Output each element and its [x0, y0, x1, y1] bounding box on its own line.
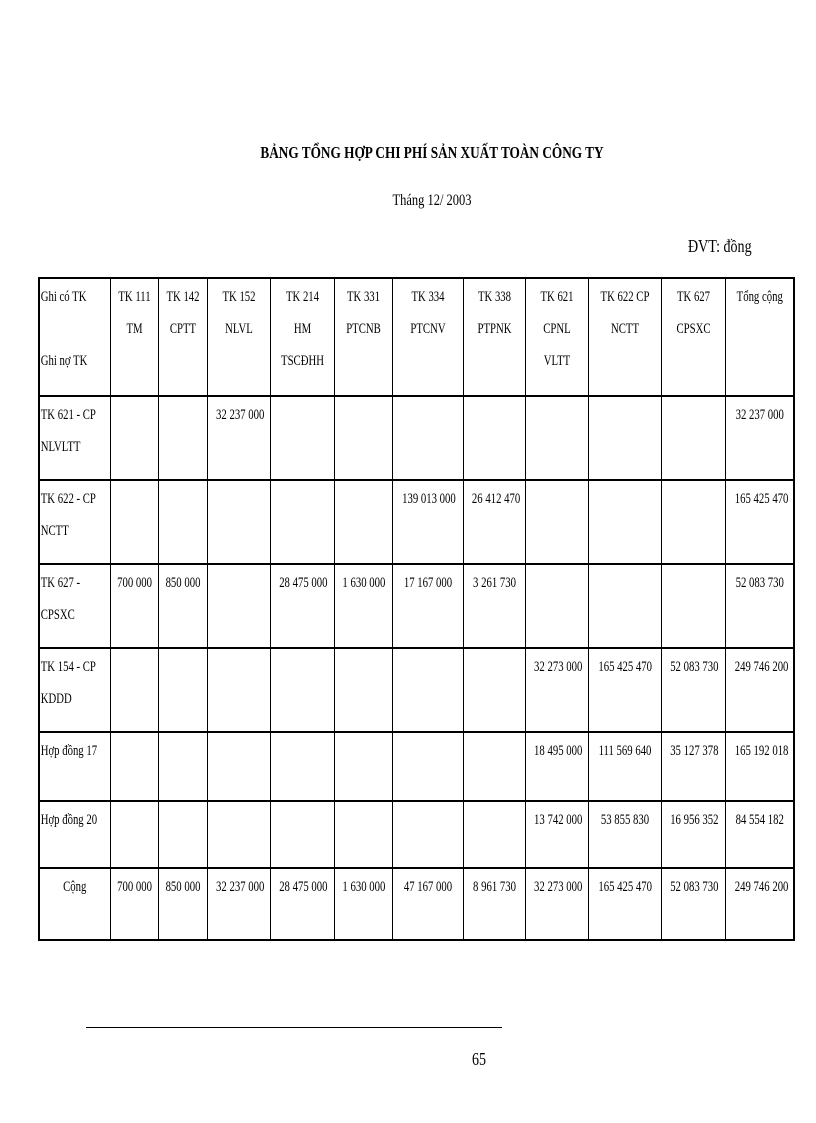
- cell-value: [216, 733, 262, 735]
- value-cell: [110, 396, 158, 480]
- value-cell: [661, 801, 725, 868]
- cell-value: 84 554 182: [735, 812, 784, 828]
- cell-text: TK 627 -: [40, 575, 81, 591]
- cell-text: Ghi có TK: [40, 289, 87, 305]
- value-cell: [661, 732, 725, 801]
- value-cell: [334, 396, 392, 480]
- value-cell: [463, 480, 525, 564]
- cell-value: 850 000: [165, 575, 200, 591]
- cell-value: 52 083 730: [669, 879, 718, 895]
- cell-value: [216, 802, 262, 804]
- cell-value: [342, 733, 384, 735]
- value-cell: [725, 801, 794, 868]
- cell-value: 111 569 640: [598, 743, 651, 759]
- row-label-cell: [39, 648, 110, 732]
- value-cell: [661, 564, 725, 648]
- row-label-cell: [39, 732, 110, 801]
- cell-value: [471, 802, 516, 804]
- cell-value: [216, 565, 262, 567]
- header-cell: [110, 278, 158, 396]
- table-row: [39, 732, 794, 801]
- value-cell: [334, 564, 392, 648]
- value-cell: [392, 732, 463, 801]
- cell-value: [534, 481, 580, 483]
- cell-text: TK 331: [346, 289, 380, 305]
- cell-text: TK 154 - CP: [40, 659, 96, 675]
- cell-text: CPTT: [169, 321, 196, 337]
- table-row: [39, 480, 794, 564]
- value-cell: [588, 480, 661, 564]
- row-label-cell: [39, 564, 110, 648]
- cell-value: 1 630 000: [341, 879, 385, 895]
- cell-text: NCTT: [610, 321, 639, 337]
- cell-value: [117, 481, 152, 483]
- cell-value: 35 127 378: [669, 743, 718, 759]
- cell-value: 249 746 200: [734, 659, 788, 675]
- cell-value: 700 000: [116, 575, 152, 591]
- cell-value: 165 192 018: [734, 743, 788, 759]
- value-cell: [110, 732, 158, 801]
- value-cell: [661, 648, 725, 732]
- value-cell: [525, 732, 588, 801]
- cell-value: [402, 802, 454, 804]
- cell-value: [117, 802, 152, 804]
- cell-text: TK 622 CP: [600, 289, 649, 305]
- cell-value: [165, 802, 201, 804]
- value-cell: [158, 564, 207, 648]
- value-cell: [110, 648, 158, 732]
- row-label-cell: [39, 868, 110, 940]
- cell-value: 16 956 352: [669, 812, 718, 828]
- cell-value: [279, 733, 326, 735]
- value-cell: [334, 732, 392, 801]
- cell-text: CPSXC: [675, 321, 710, 337]
- cell-value: 26 412 470: [471, 491, 520, 507]
- header-cell: [588, 278, 661, 396]
- cell-value: 249 746 200: [734, 879, 788, 895]
- cell-value: [471, 649, 516, 651]
- cell-text: TK 214: [285, 289, 319, 305]
- cell-value: [598, 397, 651, 399]
- cell-value: 700 000: [116, 879, 152, 895]
- cell-text: TK 621: [539, 289, 574, 305]
- header-corner-cell: [39, 278, 110, 396]
- value-cell: [725, 868, 794, 940]
- cell-value: [342, 481, 384, 483]
- cell-value: 28 475 000: [278, 879, 327, 895]
- row-label-cell: [39, 801, 110, 868]
- cell-text: NLVL: [224, 321, 253, 337]
- cell-value: 32 237 000: [735, 407, 784, 423]
- cell-value: 3 261 730: [472, 575, 516, 591]
- value-cell: [207, 396, 270, 480]
- value-cell: [158, 396, 207, 480]
- cell-value: [279, 649, 326, 651]
- page-number: 65: [472, 1049, 487, 1069]
- value-cell: [270, 396, 334, 480]
- cell-value: [670, 397, 717, 399]
- cell-value: [117, 397, 152, 399]
- value-cell: [463, 732, 525, 801]
- cell-value: [165, 481, 201, 483]
- cell-value: 28 475 000: [278, 575, 327, 591]
- cell-value: 32 273 000: [533, 659, 582, 675]
- cell-value: [471, 733, 516, 735]
- value-cell: [392, 801, 463, 868]
- value-cell: [207, 648, 270, 732]
- table-row: [39, 564, 794, 648]
- cell-value: [216, 649, 262, 651]
- table-row: [39, 396, 794, 480]
- value-cell: [525, 480, 588, 564]
- row-label-cell: [39, 396, 110, 480]
- unit-label: ĐVT: đồng: [688, 236, 752, 256]
- cell-value: [165, 649, 201, 651]
- value-cell: [158, 801, 207, 868]
- value-cell: [334, 480, 392, 564]
- value-cell: [207, 732, 270, 801]
- cell-value: 8 961 730: [472, 879, 516, 895]
- cell-text: PTPNK: [477, 321, 511, 337]
- cell-value: [279, 397, 326, 399]
- cell-value: 32 237 000: [215, 407, 264, 423]
- cell-value: [279, 802, 326, 804]
- cell-value: [598, 565, 651, 567]
- cell-text: CPSXC: [40, 607, 75, 623]
- value-cell: [661, 480, 725, 564]
- cell-text: Hợp đồng 17: [40, 743, 98, 759]
- cost-summary-table: [38, 277, 795, 941]
- table-row: [39, 648, 794, 732]
- cell-value: [402, 649, 454, 651]
- value-cell: [270, 648, 334, 732]
- header-cell: [525, 278, 588, 396]
- cell-value: 1 630 000: [341, 575, 385, 591]
- value-cell: [207, 868, 270, 940]
- cell-value: [165, 733, 201, 735]
- document-subtitle: Tháng 12/ 2003: [392, 192, 472, 209]
- value-cell: [270, 868, 334, 940]
- cell-text: TK 152: [221, 289, 256, 305]
- value-cell: [110, 868, 158, 940]
- cell-value: [402, 397, 454, 399]
- cell-value: [471, 397, 516, 399]
- cell-text: TK 111: [117, 289, 151, 305]
- value-cell: [588, 564, 661, 648]
- cell-value: 32 237 000: [215, 879, 264, 895]
- cell-text: Hợp đồng 20: [40, 812, 98, 828]
- value-cell: [270, 564, 334, 648]
- value-cell: [158, 648, 207, 732]
- cell-value: [402, 733, 454, 735]
- cell-value: 53 855 830: [600, 812, 649, 828]
- cell-value: 165 425 470: [734, 491, 788, 507]
- cell-text: VLTT: [543, 353, 570, 369]
- cell-value: 52 083 730: [669, 659, 718, 675]
- table-row: [39, 801, 794, 868]
- value-cell: [463, 396, 525, 480]
- value-cell: [158, 868, 207, 940]
- value-cell: [463, 564, 525, 648]
- value-cell: [525, 648, 588, 732]
- value-cell: [110, 801, 158, 868]
- cell-value: [165, 397, 201, 399]
- value-cell: [270, 732, 334, 801]
- value-cell: [661, 868, 725, 940]
- value-cell: [392, 396, 463, 480]
- value-cell: [270, 480, 334, 564]
- value-cell: [392, 648, 463, 732]
- cell-value: [117, 733, 152, 735]
- value-cell: [725, 564, 794, 648]
- value-cell: [525, 868, 588, 940]
- cell-text: Cộng: [63, 879, 87, 895]
- header-cell: [158, 278, 207, 396]
- header-cell: [392, 278, 463, 396]
- cell-text: TK 142: [165, 289, 200, 305]
- cell-text: NLVLTT: [40, 439, 81, 455]
- header-cell: [463, 278, 525, 396]
- cell-value: [598, 481, 651, 483]
- cell-value: [216, 481, 262, 483]
- cell-value: 32 273 000: [533, 879, 582, 895]
- cell-text: CPNL: [542, 321, 571, 337]
- value-cell: [110, 480, 158, 564]
- cell-value: [534, 565, 580, 567]
- cell-value: 52 083 730: [735, 575, 784, 591]
- value-cell: [588, 801, 661, 868]
- cell-value: 13 742 000: [533, 812, 582, 828]
- value-cell: [525, 801, 588, 868]
- cell-text: TSCĐHH: [280, 353, 324, 369]
- value-cell: [463, 648, 525, 732]
- value-cell: [392, 480, 463, 564]
- cell-text: HM: [293, 321, 311, 337]
- cell-value: 18 495 000: [533, 743, 582, 759]
- cell-value: [342, 649, 384, 651]
- value-cell: [725, 732, 794, 801]
- value-cell: [725, 480, 794, 564]
- header-cell: [725, 278, 794, 396]
- table-row: [39, 868, 794, 940]
- value-cell: [392, 564, 463, 648]
- value-cell: [463, 868, 525, 940]
- cell-text: Ghi nợ TK: [40, 353, 88, 369]
- cell-text: NCTT: [40, 523, 69, 539]
- value-cell: [270, 801, 334, 868]
- header-cell: [207, 278, 270, 396]
- cell-text: TK 334: [410, 289, 445, 305]
- cell-value: [670, 481, 717, 483]
- cell-text: PTCNV: [409, 321, 446, 337]
- header-cell: [334, 278, 392, 396]
- value-cell: [334, 868, 392, 940]
- value-cell: [158, 732, 207, 801]
- cell-value: [117, 649, 152, 651]
- cell-text: TK 622 - CP: [40, 491, 96, 507]
- value-cell: [588, 868, 661, 940]
- cell-value: 165 425 470: [597, 879, 652, 895]
- cell-text: TK 338: [477, 289, 511, 305]
- value-cell: [334, 801, 392, 868]
- cell-text: TK 627: [676, 289, 710, 305]
- cell-text: TK 621 - CP: [40, 407, 96, 423]
- cell-value: 139 013 000: [401, 491, 456, 507]
- cell-text: Tổng cộng: [736, 289, 783, 305]
- value-cell: [207, 564, 270, 648]
- value-cell: [661, 396, 725, 480]
- value-cell: [588, 732, 661, 801]
- value-cell: [525, 396, 588, 480]
- value-cell: [207, 801, 270, 868]
- footer-rule: [86, 1027, 502, 1028]
- row-label-cell: [39, 480, 110, 564]
- cell-text: TM: [125, 321, 143, 337]
- value-cell: [588, 648, 661, 732]
- cell-value: 850 000: [165, 879, 200, 895]
- value-cell: [158, 480, 207, 564]
- header-cell: [661, 278, 725, 396]
- cell-value: [534, 397, 580, 399]
- value-cell: [725, 396, 794, 480]
- cell-text: PTCNB: [345, 321, 381, 337]
- value-cell: [463, 801, 525, 868]
- value-cell: [588, 396, 661, 480]
- cell-text: [41, 313, 92, 345]
- value-cell: [207, 480, 270, 564]
- cell-text: KDDD: [40, 691, 72, 707]
- value-cell: [334, 648, 392, 732]
- value-cell: [525, 564, 588, 648]
- value-cell: [725, 648, 794, 732]
- document-title: BẢNG TỔNG HỢP CHI PHÍ SẢN XUẤT TOÀN CÔNG TY: [260, 143, 604, 162]
- cell-value: [342, 802, 384, 804]
- cell-value: [342, 397, 384, 399]
- value-cell: [110, 564, 158, 648]
- cell-value: 165 425 470: [597, 659, 652, 675]
- header-cell: [270, 278, 334, 396]
- cell-value: 17 167 000: [403, 575, 452, 591]
- cell-value: [670, 565, 717, 567]
- value-cell: [392, 868, 463, 940]
- table-header-row: [39, 278, 794, 396]
- cell-value: 47 167 000: [403, 879, 452, 895]
- cell-value: [279, 481, 326, 483]
